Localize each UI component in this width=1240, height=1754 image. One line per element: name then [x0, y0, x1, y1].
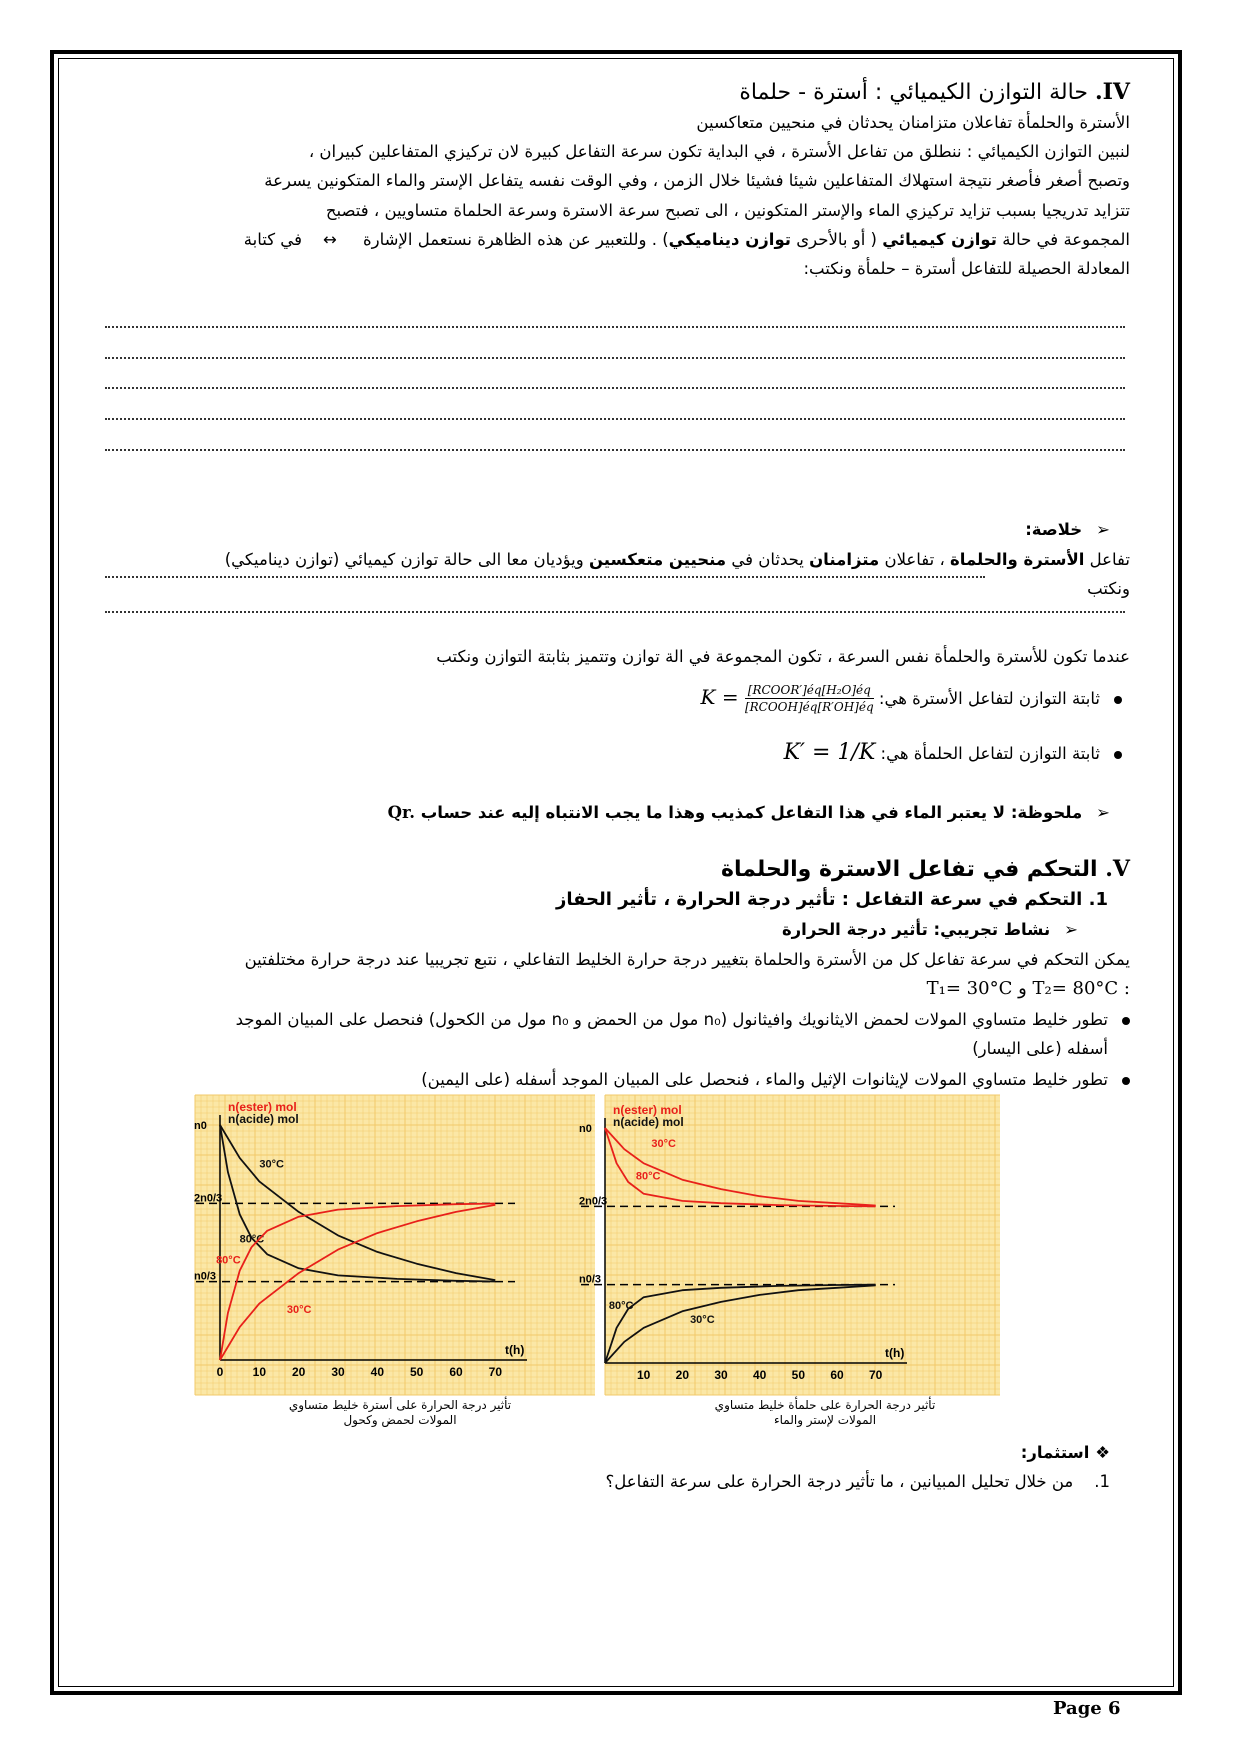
esterification-chart	[195, 1095, 595, 1395]
dotted-answer-line	[105, 417, 1125, 420]
summary-heading: ➢خلاصة:	[105, 515, 1130, 544]
paragraph-line: الأسترة والحلمأة تفاعلان متزامنان يحدثان في منحيين متعاكسين	[696, 113, 1130, 132]
k-prime-formula: K′ = 1/K	[783, 740, 876, 765]
temperatures-line: : T₂= 80°C و T₁= 30°C	[926, 978, 1130, 999]
paragraph-line: المعادلة الحصيلة للتفاعل أسترة – حلمأة ونكتب:	[803, 259, 1130, 278]
series-label: 30°C	[651, 1137, 676, 1150]
diamond-bullet-icon: ❖	[1095, 1443, 1110, 1462]
arrow-bullet-icon: ➢	[1096, 803, 1110, 822]
bullet-icon	[1122, 1017, 1130, 1025]
y-tick-label: n0/3	[194, 1270, 217, 1283]
arrow-bullet-icon: ➢	[1096, 520, 1110, 539]
x-tick-label: 0	[216, 1365, 224, 1379]
series-label: 80°C	[216, 1254, 241, 1267]
arrow-bullet-icon: ➢	[1064, 920, 1078, 939]
paragraph-line: تتزايد تدريجيا بسبب تزايد تركيزي الماء والإستر المتكونين ، الى تصبح سرعة الاسترة وسرعة الحلماة متساويين ، فتصبح	[325, 201, 1130, 220]
x-tick-label: 10	[252, 1365, 267, 1379]
x-tick-label: 20	[675, 1368, 690, 1382]
x-tick-label: 20	[291, 1365, 306, 1379]
legend-ester: n(ester) mol	[228, 1100, 297, 1114]
x-tick-label: 30	[714, 1368, 728, 1382]
x-tick-label: 30	[331, 1365, 345, 1379]
y-tick-label: 2n0/3	[194, 1192, 223, 1205]
series-label: 80°C	[635, 1170, 661, 1183]
x-tick-label: 40	[752, 1368, 767, 1382]
x-tick-label: 60	[449, 1365, 463, 1379]
legend-acide: n(acide) mol	[613, 1115, 684, 1129]
k-esterification: ثابتة التوازن لتفاعل الأسترة هي: K = $\frac{\text{[RCOOR′]éq[H₂O]éq}}{\text{[RCOOH]éq[R′OH]éq}}$	[105, 682, 1130, 715]
paragraph-line: المجموعة في حالة توازن كيميائي ( أو بالأحرى توازن ديناميكي) . وللتعبير عن هذه الظاهرة نستعمل الإشارة ↔ في كتابة	[243, 230, 1130, 249]
paragraph-line: وتصبح أصغر فأصغر نتيجة استهلاك المتفاعلين شيئا فشيئا خلال الزمن ، وفي الوقت نفسه يتفاعل الإستر والماء المتكونين يسرعة	[264, 171, 1130, 190]
bullet-icon	[1122, 1077, 1130, 1085]
section-title: التحكم في تفاعل الاسترة والحلماة	[721, 857, 1098, 882]
y-tick-label: 2n0/3	[579, 1195, 608, 1208]
series-label: 80°C	[608, 1299, 634, 1312]
summary-line: تفاعل الأسترة والحلماة ، تفاعلان متزامنان يحدثان في منحيين متعكسين ويؤديان معا الى حالة توازن كيميائي (توازن ديناميكي)	[224, 550, 1130, 569]
paragraph-line: لنبين التوازن الكيميائي : ننطلق من تفاعل الأسترة ، في البداية تكون سرعة التفاعل كبيرة لان تركيزي المتفاعلين كبيران ،	[308, 142, 1130, 161]
bullet-item-cont: أسفله (على اليسار)	[972, 1039, 1108, 1058]
note: ➢ملحوظة: لا يعتبر الماء في هذا التفاعل كمذيب وهذا ما يجب الانتباه إليه عند حساب Qr.	[105, 798, 1130, 827]
y-tick-label: n0/3	[579, 1273, 602, 1286]
summary-line: عندما تكون للأسترة والحلمأة نفس السرعة ، تكون المجموعة في الة توازن وتتميز بثابتة التوازن ونكتب	[436, 647, 1130, 666]
bullet-item: تطور خليط متساوي المولات لحمض الايثانويك وافيثانول (n₀ مول من الحمض و n₀ مول من الكحول) فنحصل على المبيان الموجد	[105, 1005, 1130, 1034]
activity-heading: ➢نشاط تجريبي: تأثير درجة الحرارة	[105, 915, 1130, 944]
section-4-heading	[105, 78, 1130, 107]
series-label: 30°C	[259, 1158, 284, 1171]
left-chart-caption: تأثير درجة الحرارة على أسترة خليط متساوي المولات لحمض وكحول	[288, 1398, 512, 1427]
hydrolysis-chart	[579, 1095, 1000, 1395]
dotted-answer-line	[105, 325, 1125, 328]
dotted-answer-line	[105, 356, 1125, 359]
page-number: Page 6	[1053, 1698, 1121, 1719]
bullet-item: تطور خليط متساوي المولات لإيثانوات الإثيل والماء ، فنحصل على المبيان الموجد أسفله (على اليمين)	[105, 1065, 1130, 1094]
section-number: V.	[1105, 856, 1130, 882]
right-chart-caption: تأثير درجة الحرارة على حلمأة خليط متساوي المولات لإستر والماء	[714, 1398, 936, 1427]
summary-line: ونكتب	[1087, 579, 1130, 598]
x-axis-label: t(h)	[885, 1346, 905, 1360]
dotted-answer-line	[105, 575, 985, 578]
x-tick-label: 10	[636, 1368, 651, 1382]
k-hydrolysis: ثابتة التوازن لتفاعل الحلمأة هي: K′ = 1/K	[105, 738, 1130, 768]
x-tick-label: 70	[868, 1368, 883, 1382]
x-tick-label: 50	[791, 1368, 806, 1382]
paragraph-line: يمكن التحكم في سرعة تفاعل كل من الأسترة والحلماة بتغيير درجة حرارة الخليط التفاعلي ، نتبع تجريبيا عند درجة حرارة مختلفتين	[244, 950, 1130, 969]
dotted-answer-line	[105, 386, 1125, 389]
footer-rule	[105, 1692, 1135, 1693]
dotted-answer-line	[105, 448, 1125, 451]
subsection-1-heading: 1. التحكم في سرعة التفاعل : تأثير درجة الحرارة ، تأثير الحفاز	[555, 889, 1108, 910]
x-tick-label: 40	[370, 1365, 385, 1379]
y-tick-label: n0	[194, 1120, 207, 1132]
x-tick-label: 50	[409, 1365, 424, 1379]
legend-acide: n(acide) mol	[228, 1112, 299, 1126]
exploitation: ❖ استثمار: 1. من خلال تحليل المبيانين ، ما تأثير درجة الحرارة على سرعة التفاعل؟	[105, 1438, 1130, 1496]
legend-ester: n(ester) mol	[613, 1103, 682, 1117]
series-label: 30°C	[690, 1314, 715, 1327]
bullet-icon	[1114, 696, 1122, 704]
double-arrow-icon: ↔	[322, 230, 337, 249]
y-tick-label: n0	[579, 1123, 592, 1135]
dotted-answer-line	[105, 610, 1125, 613]
question-1: 1. من خلال تحليل المبيانين ، ما تأثير درجة الحرارة على سرعة التفاعل؟	[605, 1472, 1110, 1491]
section-5-heading	[105, 855, 1130, 884]
section-title: حالة التوازن الكيميائي : أسترة - حلماة	[739, 80, 1088, 105]
k-formula: K = $\frac{\text{[RCOOR′]éq[H₂O]éq}}{\text{[RCOOH]éq[R′OH]éq}}$	[700, 683, 874, 714]
section-number: IV.	[1094, 79, 1130, 105]
x-axis-label: t(h)	[505, 1343, 525, 1357]
series-label: 80°C	[239, 1233, 265, 1246]
x-tick-label: 60	[830, 1368, 844, 1382]
x-tick-label: 70	[488, 1365, 503, 1379]
bullet-icon	[1114, 751, 1122, 759]
series-label: 30°C	[286, 1304, 312, 1316]
